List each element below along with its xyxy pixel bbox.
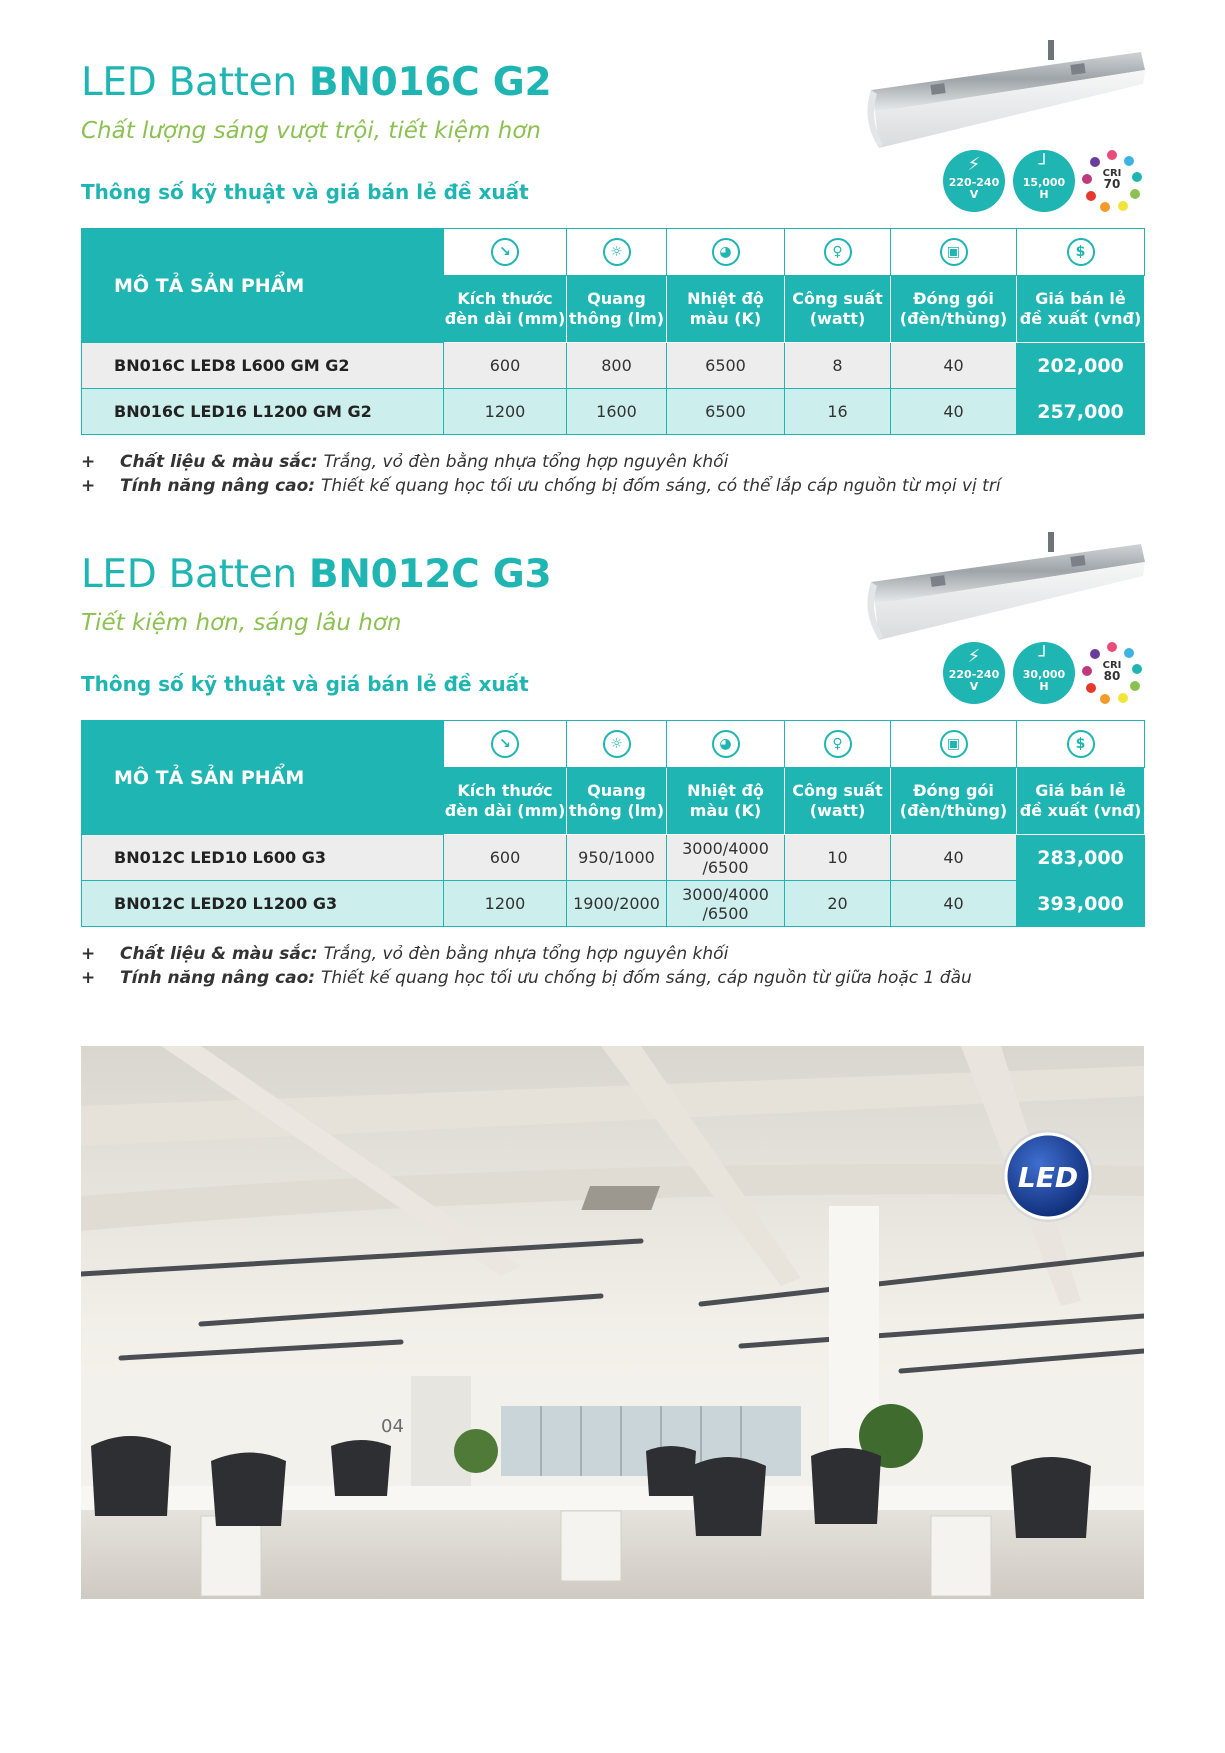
column-header-watt: Công suất (watt) xyxy=(785,768,891,835)
sun-icon: ☼ xyxy=(603,730,631,758)
price-value: 257,000 xyxy=(1017,389,1145,435)
spec-badges xyxy=(943,642,1143,712)
price-value: 202,000 xyxy=(1017,343,1145,389)
ruler-icon: ↘ xyxy=(491,238,519,266)
column-header-cct: Nhiệt độ màu (K) xyxy=(667,276,785,343)
palette-icon: ◕ xyxy=(712,238,740,266)
cct-value: 6500 xyxy=(667,343,785,389)
lightning-icon: ⚡ xyxy=(967,646,981,667)
pack-value: 40 xyxy=(891,835,1017,881)
column-header-lumen: Quang thông (lm) xyxy=(567,768,667,835)
table-row xyxy=(82,835,1145,881)
batten-light-image xyxy=(861,40,1151,160)
table-row xyxy=(82,343,1145,389)
voltage-badge: ⚡ 220-240 V xyxy=(943,150,1005,212)
palette-icon: ◕ xyxy=(712,730,740,758)
length-value: 1200 xyxy=(444,881,567,927)
price-value: 393,000 xyxy=(1017,881,1145,927)
clock-icon: ┘ xyxy=(1038,154,1050,175)
cri-badge: CRI 70 xyxy=(1081,150,1143,212)
pack-value: 40 xyxy=(891,389,1017,435)
length-value: 600 xyxy=(444,835,567,881)
length-value: 600 xyxy=(444,343,567,389)
lifetime-badge: ┘ 30,000 H xyxy=(1013,642,1075,704)
column-header-length: Kích thước đèn dài (mm) xyxy=(444,768,567,835)
cct-value: 3000/4000 /6500 xyxy=(667,881,785,927)
dollar-icon: $ xyxy=(1067,238,1095,266)
product-description-header: MÔ TẢ SẢN PHẨM xyxy=(82,229,444,343)
column-header-length: Kích thước đèn dài (mm) xyxy=(444,276,567,343)
length-value: 1200 xyxy=(444,389,567,435)
product-title: LED Batten BN016C G2 xyxy=(81,60,552,105)
ruler-icon: ↘ xyxy=(491,730,519,758)
lightning-icon: ⚡ xyxy=(967,154,981,175)
pack-value: 40 xyxy=(891,343,1017,389)
led-logo: LED xyxy=(1017,1161,1079,1194)
column-header-watt: Công suất (watt) xyxy=(785,276,891,343)
lifetime-badge: ┘ 15,000 H xyxy=(1013,150,1075,212)
pack-value: 40 xyxy=(891,881,1017,927)
lumen-value: 800 xyxy=(567,343,667,389)
watt-value: 8 xyxy=(785,343,891,389)
product-name: BN012C LED20 L1200 G3 xyxy=(82,881,444,927)
model-name: BN012C G3 xyxy=(308,552,552,597)
cct-value: 6500 xyxy=(667,389,785,435)
column-header-cct: Nhiệt độ màu (K) xyxy=(667,768,785,835)
spec-table xyxy=(81,228,1145,435)
bulb-icon: ♀ xyxy=(824,238,852,266)
product-subtitle: Tiết kiệm hơn, sáng lâu hơn xyxy=(81,610,402,636)
box-icon: ▣ xyxy=(940,730,968,758)
product-title: LED Batten BN012C G3 xyxy=(81,552,552,597)
product-description-header: MÔ TẢ SẢN PHẨM xyxy=(82,721,444,835)
model-name: BN016C G2 xyxy=(308,60,552,105)
box-icon: ▣ xyxy=(940,238,968,266)
cct-value: 3000/4000 /6500 xyxy=(667,835,785,881)
column-header-price: Giá bán lẻ đề xuất (vnđ) xyxy=(1017,768,1145,835)
sun-icon: ☼ xyxy=(603,238,631,266)
product-subtitle: Chất lượng sáng vượt trội, tiết kiệm hơn xyxy=(81,118,541,144)
lumen-value: 950/1000 xyxy=(567,835,667,881)
batten-light-image xyxy=(861,532,1151,652)
column-header-pack: Đóng gói (đèn/thùng) xyxy=(891,276,1017,343)
voltage-badge: ⚡ 220-240 V xyxy=(943,642,1005,704)
spec-badges xyxy=(943,150,1143,220)
price-value: 283,000 xyxy=(1017,835,1145,881)
watt-value: 10 xyxy=(785,835,891,881)
lumen-value: 1600 xyxy=(567,389,667,435)
table-row xyxy=(82,389,1145,435)
product-name: BN016C LED8 L600 GM G2 xyxy=(82,343,444,389)
office-photo xyxy=(81,1046,1144,1599)
dollar-icon: $ xyxy=(1067,730,1095,758)
spec-heading: Thông số kỹ thuật và giá bán lẻ đề xuất xyxy=(81,672,529,696)
room-number: 04 xyxy=(381,1416,404,1437)
watt-value: 16 xyxy=(785,389,891,435)
column-header-pack: Đóng gói (đèn/thùng) xyxy=(891,768,1017,835)
column-header-price: Giá bán lẻ đề xuất (vnđ) xyxy=(1017,276,1145,343)
lumen-value: 1900/2000 xyxy=(567,881,667,927)
spec-table xyxy=(81,720,1145,927)
cri-badge: CRI 80 xyxy=(1081,642,1143,704)
watt-value: 20 xyxy=(785,881,891,927)
clock-icon: ┘ xyxy=(1038,646,1050,667)
product-name: BN012C LED10 L600 G3 xyxy=(82,835,444,881)
table-row xyxy=(82,881,1145,927)
column-header-lumen: Quang thông (lm) xyxy=(567,276,667,343)
spec-heading: Thông số kỹ thuật và giá bán lẻ đề xuất xyxy=(81,180,529,204)
office-interior-image xyxy=(81,1046,1144,1599)
bulb-icon: ♀ xyxy=(824,730,852,758)
product-name: BN016C LED16 L1200 GM G2 xyxy=(82,389,444,435)
